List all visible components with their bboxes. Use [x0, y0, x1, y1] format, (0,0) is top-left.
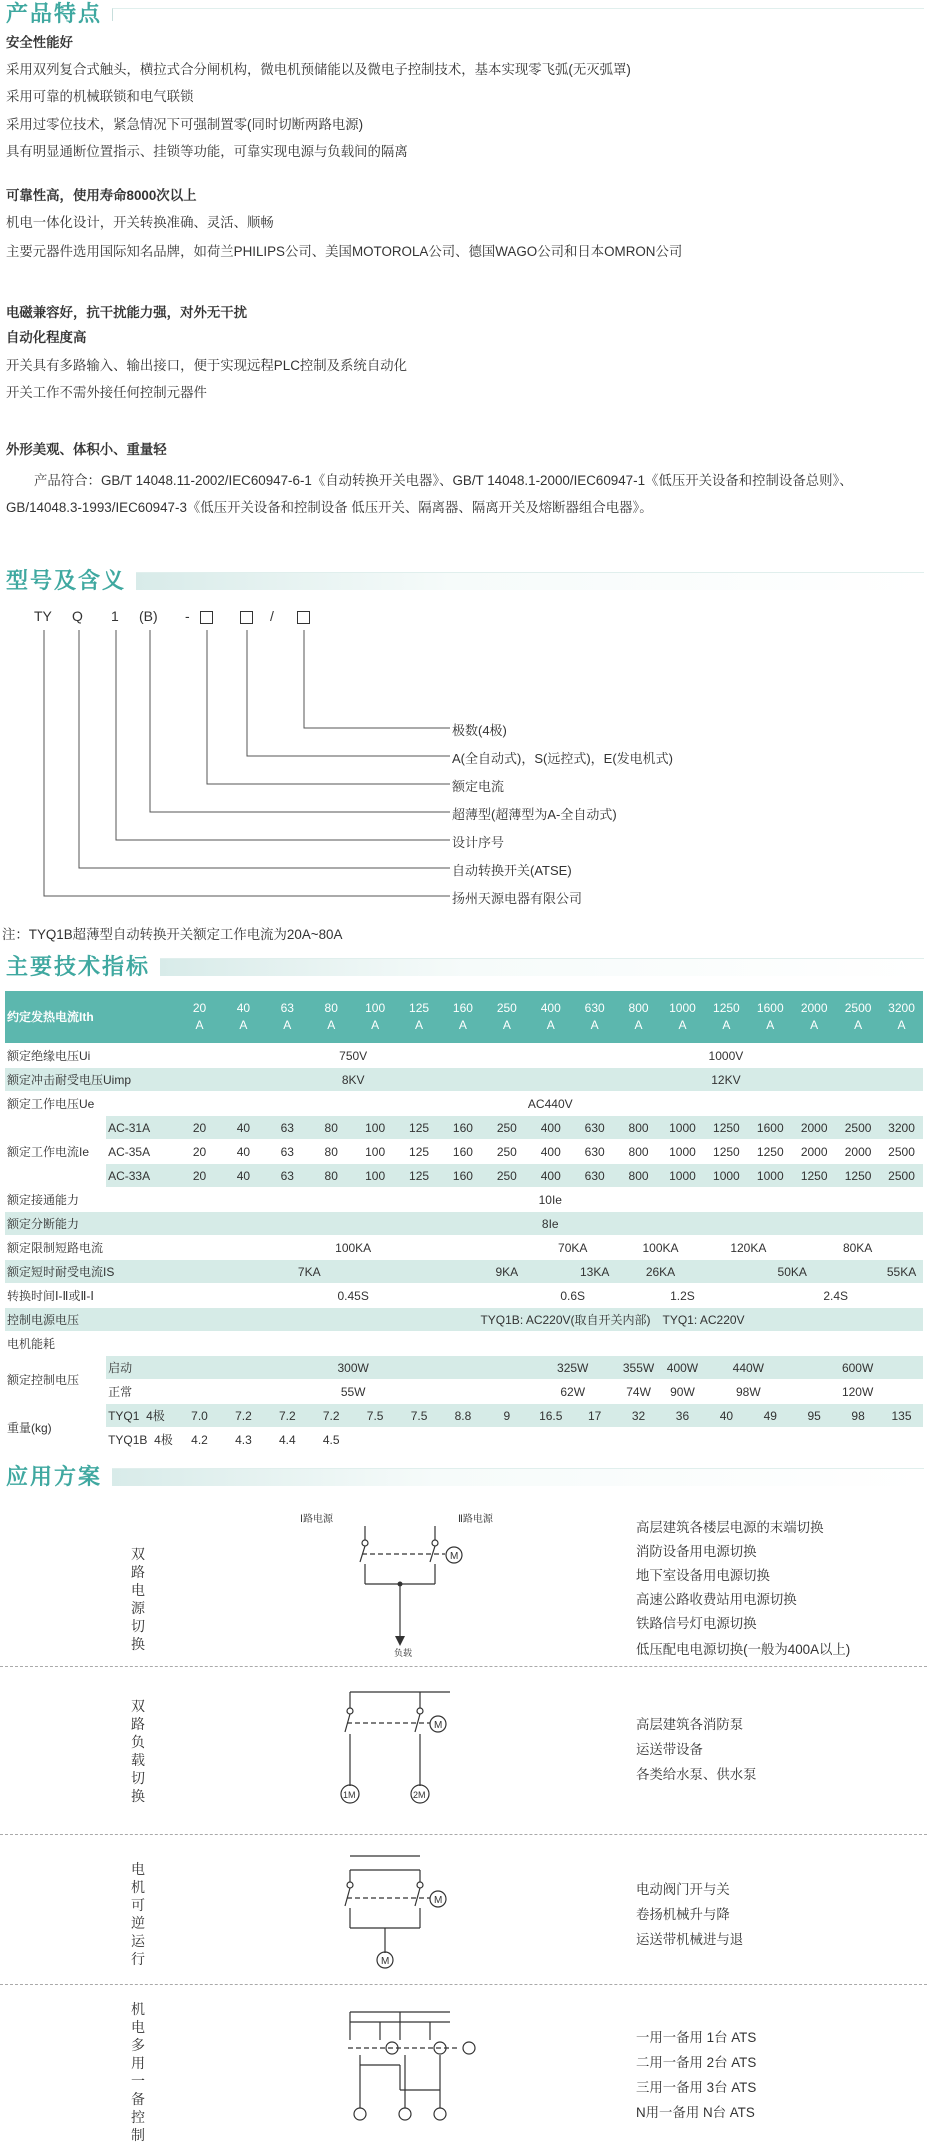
row-ie: AC-35A 20 40 63 80 100 125 160 250 400 630 800 1000 1250 1250 2000 2000 2500: [5, 1140, 923, 1164]
row-ie: AC-33A 20 40 63 80 100 125 160 250 400 630 800 1000 1000 1000 1250 1250 2500: [5, 1164, 923, 1188]
model-label: 超薄型(超薄型为A-全自动式): [452, 807, 617, 822]
model-connector-lines: [0, 625, 460, 905]
svg-text:M: M: [450, 1551, 459, 1562]
svg-text:M: M: [434, 1720, 443, 1731]
svg-text:Ⅱ路电源: Ⅱ路电源: [458, 1514, 493, 1525]
current-col: 2500 A: [836, 991, 880, 1044]
app-item: 铁路信号灯电源切换: [636, 1616, 757, 1631]
row-weight-tyq1b: TYQ1B 4极 4.2 4.3 4.4 4.5: [5, 1428, 923, 1452]
spec-header-row: [5, 991, 923, 1044]
app-item: N用一备用 N台 ATS: [636, 2105, 755, 2120]
section-model-title: 型号及含义: [6, 567, 924, 595]
model-label: 扬州天源电器有限公司: [452, 891, 583, 906]
app-row-label: 电机可逆运行: [131, 1861, 145, 1967]
code-box-current: [200, 608, 213, 624]
app-item: 消防设备用电源切换: [636, 1544, 757, 1559]
row-icw: 额定短时耐受电流IS 7KA 9KA 13KA 26KA 50KA 55KA: [5, 1260, 923, 1284]
code-box-type: [240, 608, 253, 624]
app-item: 运送带机械进与退: [636, 1932, 744, 1947]
app-row-label: 机电多用一备控制: [131, 2001, 145, 2143]
current-col: 80 A: [309, 991, 353, 1044]
current-col: 800 A: [617, 991, 661, 1044]
feature-line: 具有明显通断位置指示、挂锁等功能，可靠实现电源与负载间的隔离: [6, 144, 408, 159]
app-item: 运送带设备: [636, 1742, 703, 1757]
svg-text:M: M: [381, 1956, 390, 1967]
standards-paragraph: 产品符合：GB/T 14048.11-2002/IEC60947-6-1《自动转换开关电器》、GB/T 14048.1-2000/IEC60947-1《低压开关设备和控制设备总则》、GB/14048.3-1993/IEC60947-3《低压开关设备和控制设备 低压开关、隔离器、隔离开关及熔断器组合电器》。: [6, 473, 853, 515]
code-box-poles: [297, 608, 310, 624]
row-short-circuit: 额定限制短路电流 100KA 70KA 100KA 120KA 80KA: [5, 1236, 923, 1260]
app-item: 高速公路收费站用电源切换: [636, 1592, 797, 1607]
app-item: 低压配电电源切换(一般为400A以上): [636, 1642, 851, 1657]
section-spec-title: 主要技术指标: [6, 953, 924, 981]
svg-text:2M: 2M: [413, 1790, 426, 1800]
feature-line: 安全性能好: [6, 35, 73, 50]
feature-line: 开关具有多路输入、输出接口，便于实现远程PLC控制及系统自动化: [6, 358, 407, 373]
app-row-label: 双路电源切换: [131, 1546, 145, 1652]
code-dash: -: [185, 608, 190, 624]
feature-line: 采用可靠的机械联锁和电气联锁: [6, 89, 194, 104]
row-make: 额定接通能力 10Ie: [5, 1188, 923, 1212]
current-col: 3200 A: [880, 991, 923, 1044]
model-note: 注：TYQ1B超薄型自动转换开关额定工作电流为20A~80A: [2, 927, 343, 942]
current-col: 20 A: [178, 991, 222, 1044]
row-ui: 额定绝缘电压Ui 750V 1000V: [5, 1044, 923, 1068]
app-item: 高层建筑各楼层电源的末端切换: [636, 1520, 824, 1535]
spec-header-label: 约定发热电流Ith: [5, 991, 178, 1044]
svg-text:负载: 负载: [394, 1648, 413, 1658]
app-item: 电动阀门开与关: [636, 1882, 730, 1897]
model-label: 额定电流: [452, 779, 505, 794]
row-start: 额定控制电压 启动 300W 325W 355W 400W 440W 600W: [5, 1356, 923, 1380]
model-label: A(全自动式)，S(远控式)，E(发电机式): [452, 751, 673, 766]
app-item: 高层建筑各消防泵: [636, 1717, 744, 1732]
svg-text:M: M: [434, 1895, 443, 1906]
current-col: 630 A: [573, 991, 617, 1044]
current-col: 40 A: [221, 991, 265, 1044]
row-normal: 正常 55W 62W 74W 90W 98W 120W: [5, 1380, 923, 1404]
section-apps-title: 应用方案: [6, 1463, 924, 1491]
row-transfer-time: 转换时间Ⅰ-Ⅱ或Ⅱ-Ⅰ 0.45S 0.6S 1.2S 2.4S: [5, 1284, 923, 1308]
svg-text:1M: 1M: [343, 1790, 356, 1800]
model-label: 自动转换开关(ATSE): [452, 863, 572, 878]
row-ue: 额定工作电压Ue AC440V: [5, 1092, 923, 1116]
feature-line: 自动化程度高: [6, 330, 87, 345]
current-col: 2000 A: [792, 991, 836, 1044]
section-features-title: 产品特点: [6, 0, 924, 28]
feature-line: 主要元器件选用国际知名品牌，如荷兰PHILIPS公司、美国MOTOROLA公司、德国WAGO公司和日本OMRON公司: [6, 244, 683, 259]
app-item: 卷扬机械升与降: [636, 1907, 730, 1922]
row-motor: 电机能耗: [5, 1332, 923, 1356]
feature-line: 可靠性高，使用寿命8000次以上: [6, 188, 197, 203]
app-item: 二用一备用 2台 ATS: [636, 2055, 757, 2070]
row-uimp: 额定冲击耐受电压Uimp 8KV 12KV: [5, 1068, 923, 1092]
current-col: 1000 A: [661, 991, 705, 1044]
code-q: Q: [72, 608, 83, 624]
code-ty: TY: [34, 608, 52, 624]
app-row-label: 双路负载切换: [131, 1698, 145, 1804]
diagram-multi-standby: [320, 2000, 500, 2130]
feature-line: 机电一体化设计，开关转换准确、灵活、顺畅: [6, 215, 274, 230]
current-col: 250 A: [485, 991, 529, 1044]
feature-line: 采用双列复合式触头，横拉式合分闸机构，微电机预储能以及微电子控制技术，基本实现零飞弧(无灭弧罩): [6, 62, 631, 77]
current-col: 1250 A: [704, 991, 748, 1044]
current-col: 100 A: [353, 991, 397, 1044]
current-col: 160 A: [441, 991, 485, 1044]
app-item: 各类给水泵、供水泵: [636, 1767, 757, 1782]
diagram-dual-load: [320, 1680, 480, 1820]
current-col: 1600 A: [748, 991, 792, 1044]
code-slash: /: [270, 608, 274, 624]
feature-line: 电磁兼容好，抗干扰能力强，对外无干扰: [6, 305, 248, 320]
spec-table: [5, 991, 923, 1452]
diagram-motor-reverse: [320, 1848, 480, 1978]
current-col: 63 A: [265, 991, 309, 1044]
row-control-voltage: 控制电源电压 TYQ1B: AC220V(取自开关内部) TYQ1: AC220V: [5, 1308, 923, 1332]
feature-line: 外形美观、体积小、重量轻: [6, 442, 167, 457]
svg-text:Ⅰ路电源: Ⅰ路电源: [300, 1514, 333, 1525]
current-col: 125 A: [397, 991, 441, 1044]
app-item: 三用一备用 3台 ATS: [636, 2080, 757, 2095]
current-col: 400 A: [529, 991, 573, 1044]
model-label: 设计序号: [452, 835, 505, 850]
feature-line: 采用过零位技术，紧急情况下可强制置零(同时切断两路电源): [6, 117, 364, 132]
app-item: 地下室设备用电源切换: [636, 1568, 770, 1583]
feature-line: 开关工作不需外接任何控制元器件: [6, 385, 207, 400]
row-weight-tyq1: 重量(kg) TYQ1 4极 7.0 7.2 7.2 7.2 7.5 7.5 8.8 9 16.5 17 32 36 40 49 95 98 135: [5, 1404, 923, 1428]
model-label: 极数(4极): [452, 723, 507, 738]
app-item: 一用一备用 1台 ATS: [636, 2030, 757, 2045]
row-ie: 额定工作电流Ie AC-31A 20 40 63 80 100 125 160 250 400 630 800 1000 1250 1600 2000 2500 3200: [5, 1116, 923, 1140]
row-break: 额定分断能力 8Ie: [5, 1212, 923, 1236]
code-1: 1: [111, 608, 119, 624]
diagram-dual-source: [290, 1512, 530, 1662]
code-b: (B): [139, 608, 158, 624]
